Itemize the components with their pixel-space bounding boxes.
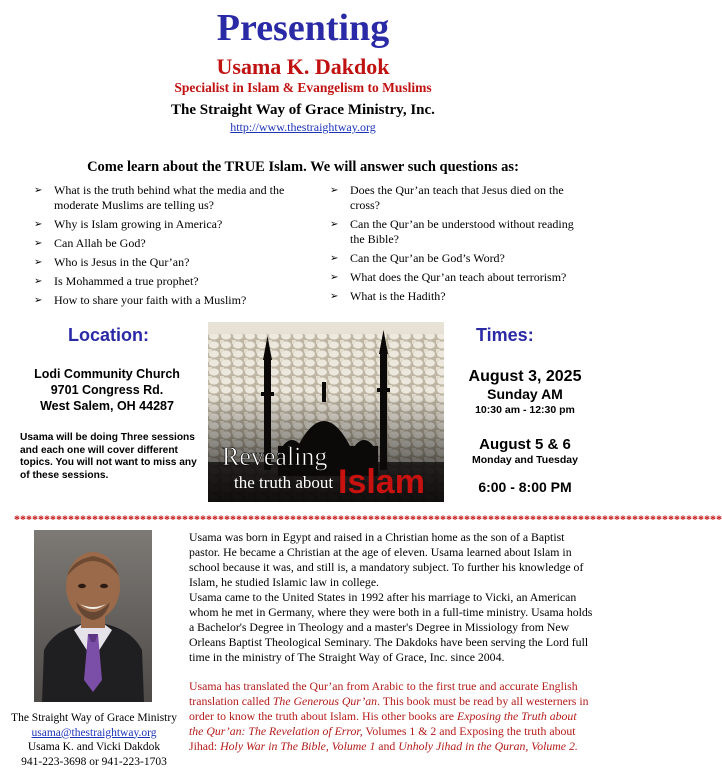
contact-email-link[interactable]: usama@thestraightway.org	[31, 726, 157, 739]
arrow-bullet-icon: ➢	[330, 219, 339, 230]
contact-names: Usama K. and Vicki Dakdok	[27, 741, 161, 753]
arrow-bullet-icon: ➢	[330, 185, 339, 196]
list-item: ➢ How to share your faith with a Muslim?	[34, 293, 247, 307]
session-2-day: Monday and Tuesday	[472, 454, 578, 466]
arrow-bullet-icon: ➢	[34, 276, 43, 287]
arrow-bullet-icon: ➢	[34, 219, 43, 230]
contact-info	[0, 711, 188, 769]
contact-ministry: The Straight Way of Grace Ministry	[11, 712, 177, 724]
intro-text: Come learn about the TRUE Islam. We will answer such questions as:	[87, 159, 519, 175]
bio-paragraph-books: Usama has translated the Qur’an from Arabic to the first true and accurate English translation called The Generous Qur’an. This book must be read by all westerners in order to know the truth about Islam. His other books are Exposing the Truth about the Qur’an: The Revelation of Error, Volumes 1 & 2 and Exposing the truth about Jihad: Holy War in The Bible, Volume 1 and Unholy Jihad in the Quran, Volume 2.	[189, 679, 589, 753]
questions-right-list	[330, 183, 580, 308]
session-1-times	[444, 367, 606, 417]
list-item: ➢ Can the Qur’an be understood without reading the Bible?	[330, 217, 574, 246]
list-item: ➢ Who is Jesus in the Qur’an?	[34, 255, 190, 269]
ministry-name: The Straight Way of Grace Ministry, Inc.	[171, 102, 435, 118]
list-item: ➢ What does the Qur’an teach about terrorism?	[330, 270, 567, 284]
venue-address	[22, 366, 192, 414]
session-1-day: Sunday AM	[487, 386, 563, 402]
arrow-bullet-icon: ➢	[34, 185, 43, 196]
session-2-time: 6:00 - 8:00 PM	[478, 479, 572, 495]
speaker-name: Usama K. Dakdok	[216, 54, 390, 79]
speaker-bio	[189, 530, 593, 754]
list-item: ➢ Can the Qur’an be God’s Word?	[330, 251, 505, 265]
image-caption-revealing: Revealing	[222, 442, 328, 471]
venue-street: 9701 Congress Rd.	[50, 383, 164, 397]
session-1-date: August 3, 2025	[468, 368, 582, 385]
venue-city: West Salem, OH 44287	[40, 399, 174, 413]
session-2-date: August 5 & 6	[479, 436, 571, 453]
arrow-bullet-icon: ➢	[34, 257, 43, 268]
speaker-specialty: Specialist in Islam & Evangelism to Muslims	[174, 80, 432, 95]
sessions-note: Usama will be doing Three sessions and each one will cover different topics. You will not want to miss any of these sessions.	[20, 432, 197, 481]
image-caption-truth: the truth about	[234, 473, 334, 492]
speaker-photo	[34, 530, 152, 702]
bio-paragraph-2: Usama came to the United States in 1992 after his marriage to Vicki, an American whom he met in Germany, where they were both in a full-time ministry. Usama holds a Bachelor's Degree in Theology and a master's Degree in Missiology from New Orleans Baptist Theological Seminary. The Dakdoks have been serving the Lord full time in the ministry of The Straight Way of Grace, Inc. since 2004.	[189, 590, 593, 664]
times-heading: Times:	[476, 325, 534, 345]
list-item: ➢ Why is Islam growing in America?	[34, 217, 223, 231]
venue-name: Lodi Community Church	[34, 367, 180, 381]
list-item: ➢ Does the Qur’an teach that Jesus died on the cross?	[330, 183, 564, 212]
arrow-bullet-icon: ➢	[34, 238, 43, 249]
page-title: Presenting	[216, 7, 390, 49]
contact-phones: 941-223-3698 or 941-223-1703	[21, 755, 167, 768]
questions-left-list	[34, 183, 292, 312]
location-heading: Location:	[68, 325, 149, 345]
image-caption-islam: Islam	[338, 463, 425, 501]
session-1-time: 10:30 am - 12:30 pm	[475, 404, 575, 416]
session-2-times	[444, 436, 606, 496]
list-item: ➢ Is Mohammed a true prophet?	[34, 274, 199, 288]
revealing-islam-image	[208, 322, 444, 502]
arrow-bullet-icon: ➢	[330, 253, 339, 264]
ministry-url-link[interactable]: http://www.thestraightway.org	[230, 120, 376, 134]
arrow-bullet-icon: ➢	[330, 272, 339, 283]
list-item: ➢ What is the truth behind what the media and the moderate Muslims are telling us?	[34, 183, 285, 212]
arrow-bullet-icon: ➢	[34, 295, 43, 306]
arrow-bullet-icon: ➢	[330, 291, 339, 302]
asterisk-divider: **********************************************************************************************************************	[14, 512, 722, 526]
list-item: ➢ What is the Hadith?	[330, 289, 446, 303]
bio-paragraph-1: Usama was born in Egypt and raised in a Christian home as the son of a Baptist pastor. He became a Christian at the age of eleven. Usama learned about Islam in school because it was, and still is, a mandatory subject. To further his knowledge of Islam, he studied Islamic law in college.	[189, 530, 584, 589]
list-item: ➢ Can Allah be God?	[34, 236, 146, 250]
